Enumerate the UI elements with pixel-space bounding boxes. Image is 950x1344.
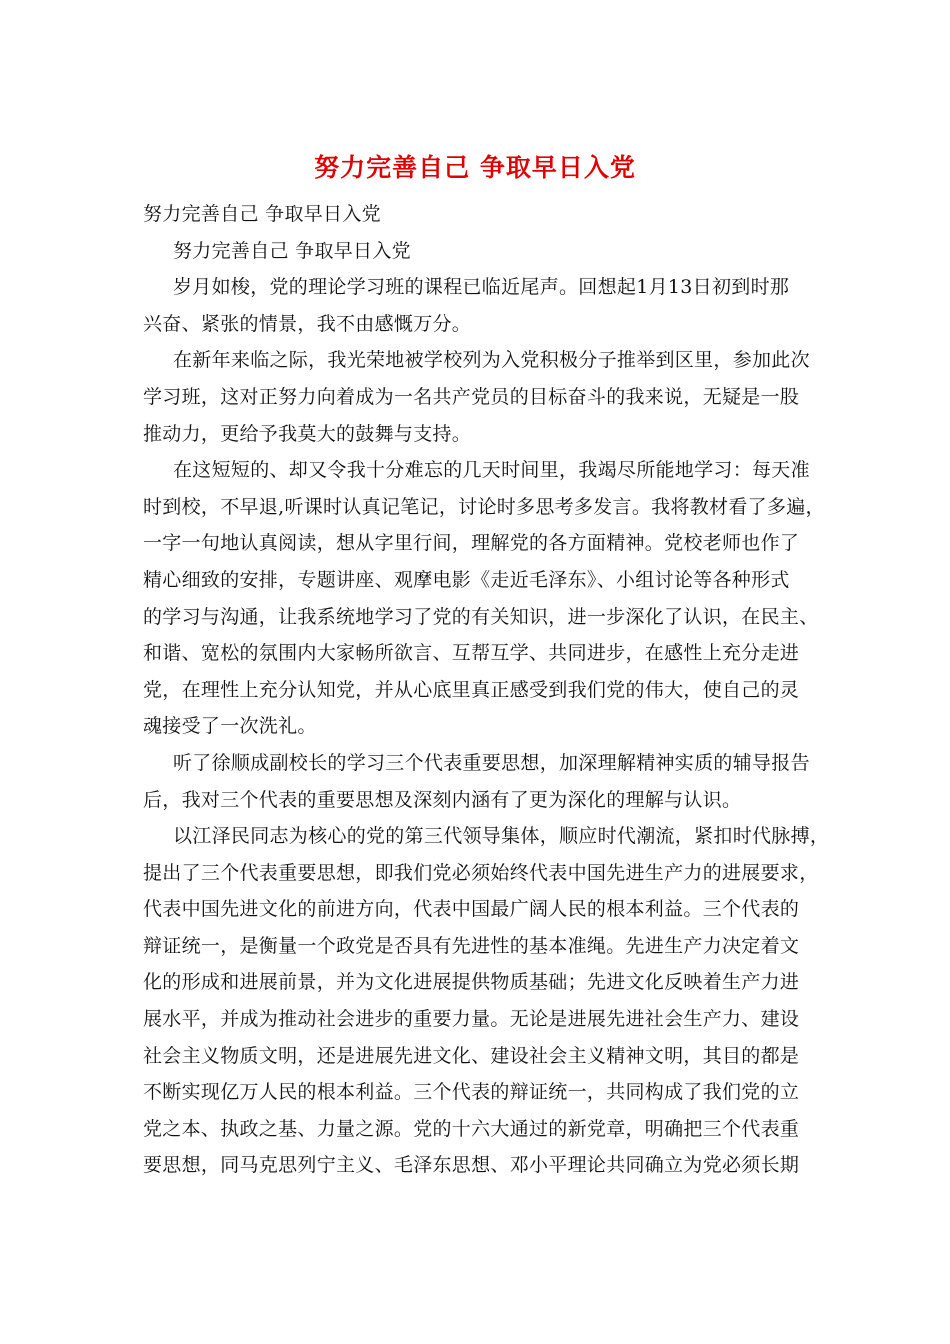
text-line: 要思想，同马克思列宁主义、毛泽东思想、邓小平理论共同确立为党必须长期 <box>143 1154 800 1177</box>
text-line: 后，我对三个代表的重要思想及深刻内涵有了更为深化的理解与认识。 <box>143 788 742 811</box>
text-line: 化的形成和进展前景，并为文化进展提供物质基础；先进文化反映着生产力进 <box>143 971 800 994</box>
text-line: 提出了三个代表重要思想，即我们党必须始终代表中国先进生产力的进展要求， <box>143 861 819 884</box>
text-line: 精心细致的安排，专题讲座、观摩电影《走近毛泽东》、小组讨论等各种形式 <box>143 568 790 591</box>
document-title: 努力完善自己 争取早日入党 <box>314 153 636 182</box>
text-line: 推动力，更给予我莫大的鼓舞与支持。 <box>143 422 472 445</box>
text-line: 展水平，并成为推动社会进步的重要力量。无论是进展先进社会生产力、建设 <box>143 1008 800 1031</box>
text-line: 代表中国先进文化的前进方向，代表中国最广阔人民的根本利益。三个代表的 <box>143 898 800 921</box>
text-line: 以江泽民同志为核心的党的第三代领导集体，顺应时代潮流，紧扣时代脉搏， <box>173 825 830 848</box>
text-line: 兴奋、紧张的情景，我不由感慨万分。 <box>143 312 472 335</box>
text-line: 不断实现亿万人民的根本利益。三个代表的辩证统一，共同构成了我们党的立 <box>143 1081 800 1104</box>
text-line: 听了徐顺成副校长的学习三个代表重要思想，加深理解精神实质的辅导报告 <box>173 751 810 774</box>
text-line: 努力完善自己 争取早日入党 <box>143 203 381 225</box>
text-line: 一字一句地认真阅读，想从字里行间，理解党的各方面精神。党校老师也作了 <box>143 532 800 555</box>
text-line: 社会主义物质文明，还是进展先进文化、建设社会主义精神文明，其目的都是 <box>143 1044 800 1067</box>
document-body <box>143 196 833 1184</box>
text-line: 努力完善自己 争取早日入党 <box>173 239 411 262</box>
text-line: 和谐、宽松的氛围内大家畅所欲言、互帮互学、共同进步，在感性上充分走进 <box>143 642 800 665</box>
text-line: 魂接受了一次洗礼。 <box>143 715 317 738</box>
text-line: 岁月如梭，党的理论学习班的课程已临近尾声。回想起1月13日初到时那 <box>173 276 790 299</box>
text-line: 学习班，这对正努力向着成为一名共产党员的目标奋斗的我来说，无疑是一股 <box>143 385 800 408</box>
text-line: 党，在理性上充分认知党，并从心底里真正感受到我们党的伟大，使自己的灵 <box>143 678 800 701</box>
text-line: 辩证统一，是衡量一个政党是否具有先进性的基本准绳。先进生产力决定着文 <box>143 934 800 957</box>
text-line: 的学习与沟通，让我系统地学习了党的有关知识，进一步深化了认识，在民主、 <box>143 605 819 628</box>
text-line: 在这短短的、却又令我十分难忘的几天时间里，我竭尽所能地学习：每天准 <box>173 459 810 482</box>
text-line: 在新年来临之际，我光荣地被学校列为入党积极分子推举到区里，参加此次 <box>173 349 810 372</box>
text-line: 党之本、执政之基、力量之源。党的十六大通过的新党章，明确把三个代表重 <box>143 1117 800 1140</box>
text-line: 时到校，不早退,听课时认真记笔记，讨论时多思考多发言。我将教材看了多遍， <box>143 495 825 518</box>
